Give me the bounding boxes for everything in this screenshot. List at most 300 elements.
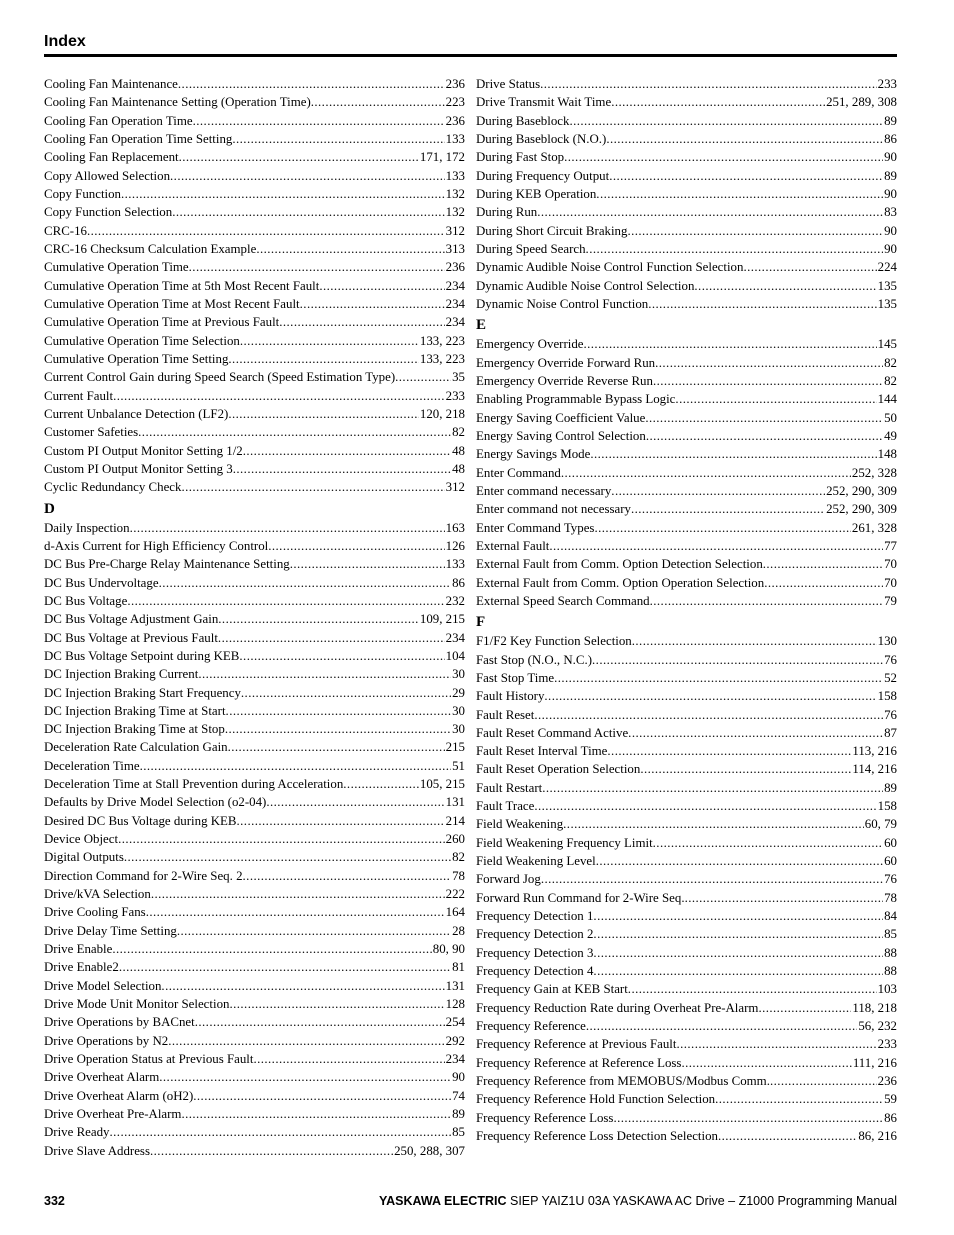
- index-entry-pages: 28: [452, 923, 465, 938]
- index-entry-pages: 158: [877, 799, 897, 814]
- index-entry-term: Cumulative Operation Time Selection: [44, 333, 240, 348]
- index-entry-leader-dots: [159, 574, 452, 592]
- index-entry: [44, 130, 465, 148]
- index-entry-pages: 90: [884, 150, 897, 165]
- index-entry-pages: 234: [445, 296, 465, 311]
- index-entry: [476, 537, 897, 555]
- index-entry: [44, 203, 465, 221]
- index-entry: [44, 93, 465, 111]
- index-entry: [44, 830, 465, 848]
- index-entry-pages: 70: [884, 557, 897, 572]
- index-entry: [44, 240, 465, 258]
- index-entry-leader-dots: [395, 368, 451, 386]
- index-entry-pages: 234: [445, 315, 465, 330]
- index-entry: [476, 1109, 897, 1127]
- index-entry: [476, 760, 897, 778]
- index-entry-leader-dots: [179, 148, 419, 166]
- index-entry-pages: 233: [877, 1037, 897, 1052]
- index-entry-leader-dots: [87, 222, 445, 240]
- index-entry-leader-dots: [239, 647, 444, 665]
- index-entry-leader-dots: [140, 757, 452, 775]
- index-entry-pages: 233: [445, 388, 465, 403]
- index-entry-pages: 90: [884, 241, 897, 256]
- index-entry: [44, 112, 465, 130]
- index-entry-term: During Frequency Output: [476, 168, 610, 183]
- index-entry-term: Drive Transmit Wait Time: [476, 95, 612, 110]
- index-entry-pages: 223: [445, 95, 465, 110]
- index-entry: [476, 167, 897, 185]
- index-entry-pages: 74: [452, 1088, 465, 1103]
- index-entry-leader-dots: [243, 442, 451, 460]
- index-entry-pages: 224: [877, 260, 897, 275]
- index-entry-leader-dots: [343, 775, 419, 793]
- index-entry: [476, 203, 897, 221]
- index-entry-term: Enter Command: [476, 465, 561, 480]
- index-entry-term: Custom PI Output Monitor Setting 3: [44, 461, 233, 476]
- index-entry-pages: 82: [884, 373, 897, 388]
- index-entry-pages: 82: [452, 850, 465, 865]
- index-entry-term: DC Bus Voltage Adjustment Gain: [44, 612, 219, 627]
- index-entry-term: Cooling Fan Operation Time: [44, 113, 193, 128]
- index-entry: [476, 464, 897, 482]
- index-entry-term: Fault Restart: [476, 780, 543, 795]
- index-entry-pages: 89: [884, 780, 897, 795]
- index-entry-pages: 260: [445, 832, 465, 847]
- index-entry-leader-dots: [685, 889, 884, 907]
- index-entry-term: Cooling Fan Operation Time Setting: [44, 131, 233, 146]
- index-entry-term: Frequency Reference Loss: [476, 1110, 614, 1125]
- index-entry-pages: 88: [884, 964, 897, 979]
- index-entry-term: Drive Operations by BACnet: [44, 1015, 195, 1030]
- index-entry-pages: 113, 216: [852, 744, 897, 759]
- index-entry-pages: 83: [884, 205, 897, 220]
- index-entry-term: External Speed Search Command: [476, 593, 650, 608]
- header-rule: [44, 54, 897, 57]
- index-entry-leader-dots: [170, 167, 445, 185]
- index-entry-leader-dots: [178, 75, 445, 93]
- index-entry-term: DC Bus Voltage at Previous Fault: [44, 630, 218, 645]
- index-entry-leader-dots: [770, 1072, 877, 1090]
- index-entry-term: Frequency Reference Loss Detection Selection: [476, 1129, 718, 1144]
- index-entry: [44, 903, 465, 921]
- index-entry-pages: 254: [445, 1015, 465, 1030]
- index-entry-term: Frequency Reduction Rate during Overheat Pre-Alarm: [476, 1000, 759, 1015]
- index-entry-term: During Fast Stop: [476, 150, 565, 165]
- index-entry-pages: 234: [445, 278, 465, 293]
- index-entry-leader-dots: [542, 779, 883, 797]
- index-entry-term: Field Weakening: [476, 817, 564, 832]
- index-entry-leader-dots: [564, 148, 883, 166]
- index-entry-leader-dots: [611, 93, 825, 111]
- index-entry-term: External Fault from Comm. Option Detection Selection: [476, 557, 763, 572]
- index-entry-term: CRC-16: [44, 223, 87, 238]
- index-entry-pages: 132: [445, 186, 465, 201]
- index-entry-leader-dots: [253, 1050, 444, 1068]
- index-entry-term: CRC-16 Checksum Calculation Example: [44, 241, 257, 256]
- index-entry-leader-dots: [151, 885, 445, 903]
- index-entry-pages: 103: [877, 982, 897, 997]
- index-entry: [44, 885, 465, 903]
- index-entry-pages: 234: [445, 1052, 465, 1067]
- index-entry: [44, 684, 465, 702]
- index-entry-pages: 145: [877, 337, 897, 352]
- index-entry-term: Cumulative Operation Time: [44, 260, 189, 275]
- index-entry-leader-dots: [181, 1105, 451, 1123]
- index-entry: [44, 222, 465, 240]
- index-entry-term: Drive Enable: [44, 942, 113, 957]
- index-entry-leader-dots: [168, 1032, 444, 1050]
- index-entry-term: Drive Enable2: [44, 960, 119, 975]
- index-entry-pages: 252, 290, 309: [826, 483, 897, 498]
- index-entry: [44, 537, 465, 555]
- index-entry-term: Fault Reset Interval Time: [476, 744, 608, 759]
- index-entry-pages: 60, 79: [864, 817, 897, 832]
- index-entry-leader-dots: [225, 720, 451, 738]
- index-entry: [44, 592, 465, 610]
- index-entry: [476, 112, 897, 130]
- index-entry-leader-dots: [161, 977, 444, 995]
- index-entry: [476, 980, 897, 998]
- index-entry: [476, 427, 897, 445]
- index-entry-leader-dots: [632, 632, 877, 650]
- index-entry-leader-dots: [243, 867, 452, 885]
- index-entry-term: Drive Slave Address: [44, 1143, 150, 1158]
- index-entry-term: Dynamic Audible Noise Control Selection: [476, 278, 695, 293]
- index-entry-leader-dots: [198, 665, 451, 683]
- index-entry: [476, 962, 897, 980]
- index-entry-leader-dots: [596, 852, 883, 870]
- index-entry: [44, 647, 465, 665]
- index-entry-pages: 236: [445, 113, 465, 128]
- index-entry-term: Emergency Override Reverse Run: [476, 373, 653, 388]
- index-entry-leader-dots: [127, 592, 444, 610]
- index-entry-pages: 130: [877, 634, 897, 649]
- index-entry-pages: 81: [452, 960, 465, 975]
- index-section-letter: F: [476, 614, 486, 631]
- index-entry-leader-dots: [237, 812, 445, 830]
- index-entry: [44, 995, 465, 1013]
- index-entry-term: Dynamic Noise Control Function: [476, 296, 649, 311]
- index-entry-term: Deceleration Rate Calculation Gain: [44, 740, 228, 755]
- index-entry-term: Energy Savings Mode: [476, 447, 591, 462]
- index-entry-pages: 51: [452, 758, 465, 773]
- index-entry-term: F1/F2 Key Function Selection: [476, 634, 632, 649]
- index-entry: [44, 629, 465, 647]
- index-entry-pages: 89: [884, 168, 897, 183]
- index-entry-leader-dots: [228, 350, 418, 368]
- index-entry-leader-dots: [189, 258, 445, 276]
- index-entry-leader-dots: [130, 519, 445, 537]
- index-entry-term: Custom PI Output Monitor Setting 1/2: [44, 443, 243, 458]
- index-entry-leader-dots: [592, 651, 883, 669]
- index-entry: [476, 1072, 897, 1090]
- index-entry-term: Frequency Reference: [476, 1019, 586, 1034]
- index-entry-term: Drive Overheat Alarm (oH2): [44, 1088, 194, 1103]
- index-entry-leader-dots: [268, 537, 444, 555]
- index-entry-pages: 312: [445, 223, 465, 238]
- index-entry-term: Enter command not necessary: [476, 502, 631, 517]
- index-entry-leader-dots: [586, 240, 884, 258]
- index-entry-term: Cumulative Operation Time at Previous Fault: [44, 315, 280, 330]
- index-entry: [476, 354, 897, 372]
- index-entry-term: During Short Circuit Braking: [476, 223, 628, 238]
- index-entry: [44, 277, 465, 295]
- index-entry: [476, 687, 897, 705]
- index-entry-leader-dots: [648, 295, 876, 313]
- index-entry-term: Device Object: [44, 832, 119, 847]
- index-entry-term: Forward Run Command for 2-Wire Seq.: [476, 890, 685, 905]
- index-entry-pages: 86: [452, 575, 465, 590]
- index-entry: [476, 870, 897, 888]
- index-entry-term: Emergency Override: [476, 337, 584, 352]
- index-entry-pages: 88: [884, 945, 897, 960]
- index-entry-pages: 87: [884, 725, 897, 740]
- index-entry: [476, 1127, 897, 1145]
- index-entry-term: Direction Command for 2-Wire Seq. 2: [44, 868, 243, 883]
- index-entry-leader-dots: [694, 277, 876, 295]
- index-entry-leader-dots: [228, 405, 419, 423]
- index-entry-term: Copy Allowed Selection: [44, 168, 171, 183]
- index-entry: [476, 999, 897, 1017]
- index-entry-pages: 132: [445, 205, 465, 220]
- index-entry: [44, 1105, 465, 1123]
- index-entry-pages: 133: [445, 557, 465, 572]
- index-entry-term: Enter Command Types: [476, 520, 595, 535]
- index-entry-pages: 233: [877, 77, 897, 91]
- index-entry: [476, 240, 897, 258]
- index-entry-leader-dots: [241, 684, 451, 702]
- index-entry-leader-dots: [319, 277, 444, 295]
- index-entry: [476, 925, 897, 943]
- index-entry: [44, 350, 465, 368]
- index-entry: [44, 977, 465, 995]
- index-entry-term: DC Injection Braking Start Frequency: [44, 685, 241, 700]
- index-entry-pages: 236: [877, 1074, 897, 1089]
- index-entry-pages: 250, 288, 307: [394, 1143, 465, 1158]
- index-entry-leader-dots: [681, 1054, 851, 1072]
- index-entry-leader-dots: [584, 335, 877, 353]
- index-entry-term: Deceleration Time at Stall Prevention during Acceleration: [44, 777, 344, 792]
- index-entry: [476, 797, 897, 815]
- index-entry-leader-dots: [549, 537, 883, 555]
- index-entry: [44, 167, 465, 185]
- index-entry-leader-dots: [631, 500, 825, 518]
- index-entry: [44, 387, 465, 405]
- index-entry-term: Copy Function Selection: [44, 205, 173, 220]
- index-entry-leader-dots: [290, 555, 445, 573]
- index-entry-pages: 85: [452, 1125, 465, 1140]
- index-entry-term: DC Injection Braking Time at Stop: [44, 722, 225, 737]
- index-entry-term: During KEB Operation: [476, 186, 597, 201]
- index-entry-pages: 49: [884, 428, 897, 443]
- index-entry-term: External Fault from Comm. Option Operation Selection: [476, 575, 765, 590]
- index-entry-pages: 50: [884, 410, 897, 425]
- index-entry-leader-dots: [627, 222, 883, 240]
- index-entry: [476, 1090, 897, 1108]
- index-entry-term: Cyclic Redundancy Check: [44, 480, 182, 495]
- index-entry-pages: 48: [452, 443, 465, 458]
- index-entry-leader-dots: [593, 907, 883, 925]
- index-entry-term: During Baseblock (N.O.): [476, 131, 607, 146]
- index-entry-pages: 163: [445, 520, 465, 535]
- index-entry-leader-dots: [653, 834, 883, 852]
- index-entry-pages: 76: [884, 872, 897, 887]
- index-entry-leader-dots: [653, 372, 883, 390]
- index-entry-term: DC Bus Pre-Charge Relay Maintenance Setting: [44, 557, 290, 572]
- index-entry-leader-dots: [569, 112, 883, 130]
- index-entry-pages: 128: [445, 997, 465, 1012]
- index-entry: [44, 574, 465, 592]
- index-entry: [476, 944, 897, 962]
- index-entry-pages: 133, 223: [419, 333, 465, 348]
- index-entry-leader-dots: [594, 519, 850, 537]
- index-entry-leader-dots: [112, 940, 431, 958]
- index-entry-leader-dots: [256, 240, 444, 258]
- index-entry-leader-dots: [541, 870, 883, 888]
- index-entry-pages: 77: [884, 538, 897, 553]
- index-entry-term: Current Fault: [44, 388, 114, 403]
- index-entry-pages: 90: [452, 1070, 465, 1085]
- index-entry-leader-dots: [279, 313, 444, 331]
- index-entry: [44, 1050, 465, 1068]
- index-entry-term: During Baseblock: [476, 113, 570, 128]
- index-entry-term: Forward Jog: [476, 872, 541, 887]
- index-entry-leader-dots: [593, 962, 883, 980]
- index-entry-pages: 86, 216: [858, 1129, 897, 1144]
- index-entry: [44, 405, 465, 423]
- index-entry-leader-dots: [146, 903, 445, 921]
- index-entry: [476, 295, 897, 313]
- index-entry-pages: 133: [445, 168, 465, 183]
- index-entry-leader-dots: [554, 669, 883, 687]
- index-entry-pages: 232: [445, 593, 465, 608]
- index-entry: [476, 1054, 897, 1072]
- index-entry: [44, 1068, 465, 1086]
- index-entry-term: Current Control Gain during Speed Search (Speed Estimation Type): [44, 370, 396, 385]
- index-entry: [476, 779, 897, 797]
- index-entry: [44, 478, 465, 496]
- index-entry-pages: 222: [445, 887, 465, 902]
- index-entry-term: Drive Ready: [44, 1125, 110, 1140]
- index-entry: [44, 1123, 465, 1141]
- index-entry-leader-dots: [544, 687, 876, 705]
- index-entry-pages: 252, 328: [851, 465, 897, 480]
- index-entry-term: Energy Saving Control Selection: [476, 428, 646, 443]
- index-entry-pages: 48: [452, 461, 465, 476]
- index-entry-term: Drive/kVA Selection: [44, 887, 151, 902]
- index-entry-term: Fault Trace: [476, 799, 535, 814]
- index-entry: [476, 75, 897, 93]
- index-entry-leader-dots: [613, 1109, 883, 1127]
- index-entry-pages: 292: [445, 1033, 465, 1048]
- index-entry-term: Defaults by Drive Model Selection (o2-04): [44, 795, 267, 810]
- index-entry-term: Drive Cooling Fans: [44, 905, 146, 920]
- footer-manual-title: [379, 1194, 897, 1208]
- index-entry-leader-dots: [655, 354, 883, 372]
- index-entry-term: Cooling Fan Replacement: [44, 150, 179, 165]
- index-entry: [44, 1013, 465, 1031]
- index-entry: [476, 889, 897, 907]
- index-entry: [476, 651, 897, 669]
- index-entry-leader-dots: [138, 423, 451, 441]
- index-entry-leader-dots: [645, 409, 883, 427]
- index-entry: [44, 148, 465, 166]
- index-entry-leader-dots: [119, 958, 451, 976]
- index-entry-term: External Fault: [476, 538, 550, 553]
- index-entry: [476, 555, 897, 573]
- index-entry-leader-dots: [586, 1017, 857, 1035]
- index-entry: [44, 757, 465, 775]
- index-entry-pages: 251, 289, 308: [826, 95, 897, 110]
- index-entry: [44, 665, 465, 683]
- index-entry: [476, 130, 897, 148]
- index-entry-leader-dots: [150, 1142, 393, 1160]
- index-entry-leader-dots: [607, 742, 851, 760]
- index-entry-term: Field Weakening Level: [476, 854, 596, 869]
- index-entry-leader-dots: [177, 922, 451, 940]
- index-entry-term: Fast Stop Time: [476, 670, 555, 685]
- index-entry-leader-dots: [743, 258, 876, 276]
- index-entry: [476, 519, 897, 537]
- index-entry: [44, 313, 465, 331]
- index-entry-pages: 79: [884, 593, 897, 608]
- index-entry-pages: 135: [877, 278, 897, 293]
- index-entry: [476, 277, 897, 295]
- index-entry-leader-dots: [593, 925, 883, 943]
- index-entry-leader-dots: [715, 1090, 883, 1108]
- index-entry-pages: 164: [445, 905, 465, 920]
- index-entry-pages: 84: [884, 909, 897, 924]
- index-entry-term: Drive Model Selection: [44, 978, 162, 993]
- index-entry-pages: 313: [445, 241, 465, 256]
- index-column-right: [476, 75, 897, 1145]
- index-entry: [476, 1017, 897, 1035]
- index-entry: [44, 75, 465, 93]
- index-entry: [44, 848, 465, 866]
- index-entry-pages: 89: [884, 113, 897, 128]
- index-entry-term: Frequency Detection 4: [476, 964, 594, 979]
- index-entry-term: Fault Reset Operation Selection: [476, 762, 641, 777]
- index-entry-pages: 171, 172: [419, 150, 465, 165]
- index-entry-leader-dots: [218, 629, 445, 647]
- index-entry-term: Cooling Fan Maintenance: [44, 77, 178, 91]
- index-entry: [476, 445, 897, 463]
- index-entry-leader-dots: [181, 478, 444, 496]
- index-entry-leader-dots: [193, 112, 445, 130]
- index-entry-pages: 76: [884, 707, 897, 722]
- index-entry: [476, 632, 897, 650]
- index-entry-pages: 234: [445, 630, 465, 645]
- index-entry-pages: 261, 328: [851, 520, 897, 535]
- footer-manual-name: SIEP YAIZ1U 03A YASKAWA AC Drive – Z1000 Programming Manual: [510, 1194, 897, 1208]
- index-entry-pages: 144: [877, 392, 897, 407]
- index-entry-pages: 215: [445, 740, 465, 755]
- index-entry: [476, 500, 897, 518]
- index-entry-leader-dots: [118, 830, 445, 848]
- index-entry-term: Fault Reset Command Active: [476, 725, 629, 740]
- index-entry-pages: 236: [445, 77, 465, 91]
- index-entry: [44, 185, 465, 203]
- index-entry-term: Drive Operations by N2: [44, 1033, 169, 1048]
- index-entry-term: Drive Mode Unit Monitor Selection: [44, 997, 230, 1012]
- index-entry-leader-dots: [226, 702, 452, 720]
- index-entry-term: Current Unbalance Detection (LF2): [44, 406, 229, 421]
- index-entry-term: DC Bus Voltage Setpoint during KEB: [44, 648, 240, 663]
- index-entry: [44, 1087, 465, 1105]
- index-entry-term: Frequency Reference at Previous Fault: [476, 1037, 677, 1052]
- index-entry: [476, 592, 897, 610]
- index-entry-leader-dots: [611, 482, 825, 500]
